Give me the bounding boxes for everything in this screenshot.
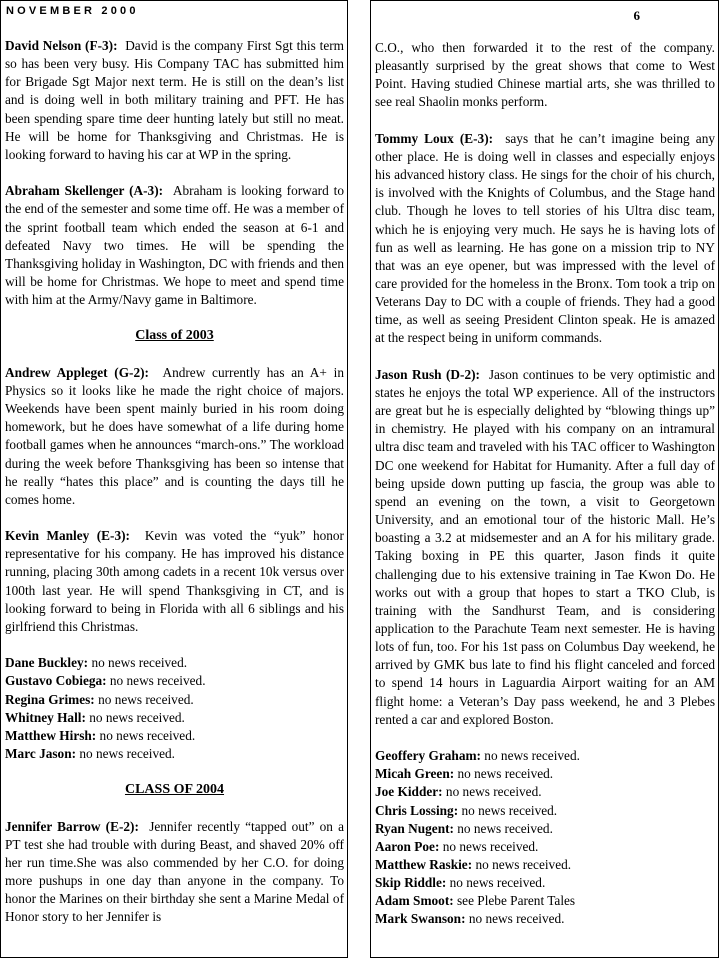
right-column (370, 0, 719, 958)
no-news-list-2004 (375, 747, 715, 929)
cadet-news: no news received. (99, 727, 196, 743)
cadet-name: Geoffery Graham: (375, 748, 481, 764)
cadet-news: David is the company First Sgt this term so has been very busy. His Company TAC has submitted him for Brigade Sgt Major next term. He is still on the dean’s list and is doing well in both military training and PFT. He has been spending spare time deer hunting lately but still no meat. He will be home for Thanksgiving and Christmas. He is looking forward to having his car at WP in the spring. (5, 38, 344, 162)
cadet-news: no news received. (475, 856, 572, 872)
cadet-name: Adam Smoot: (375, 893, 454, 909)
cadet-news: no news received. (457, 820, 553, 836)
cadet-news: says that he can’t imagine being any other place. He is doing well in classes and especially enjoys his advanced history class. He sings for the choir of his church, is involved with the Knights of Columbus, and the Stage hand club. Though he loves to tell stories of his Ultra disc team, which he is enjoying very much. He says he is having lots of fun as well as learning. He has gone on a mission trip to NY that was an eye opener, but was impressed with the level of care provided for the homeless in the Bronx. Tom took a trip on Veterans Day to DC with a couple of friends. They had a good time, as well as seeing President Clinton speak. He is amazed at the respect being in uniform commands. (375, 130, 715, 346)
cadet-name: Ryan Nugent: (375, 820, 454, 836)
list-item (5, 709, 344, 727)
cadet-news: no news received. (109, 673, 206, 689)
cadet-name: Matthew Raskie: (375, 856, 473, 872)
cadet-news: see Plebe Parent Tales (457, 893, 576, 909)
cadet-news: Jason continues to be very optimistic and states he enjoys the total WP experience. All of the instructors are great but he is especially delighted by “blowing things up” in chemistry. He played with his company on an intramural ultra disc team and traveled with his TAC officer to Washington DC one weekend for Habitat for Humanity. After a full day of being upside down putting up fascia, the group was able to spend an evening on the town, a visit to Georgetown University, and an emotional tour of the historic Mall. He’s boasting a 3.2 at midsemester and an A for his military grade. Taking boxing in PE this quarter, Jason finds it quite challenging due to his extensive training in Tae Kwon Do. He works out with a group that hopes to start a TKO Club, is training with the Sandhurst Team, and is considering application to the Parachute Team next semester. He is having lots of fun, too. For his 1st pass on Columbus Day weekend, he arrived by GMK bus late to find his flight canceled and forced to spend 14 hours in Laguardia Airport waiting for an AM flight home: a Veteran’s Day pass weekend, he and 3 Plebes rented a car and explored Boston. (375, 366, 715, 727)
cadet-news: no news received. (457, 766, 554, 782)
news-item-manley (5, 527, 344, 636)
cadet-name: Tommy Loux (E-3): (375, 130, 494, 146)
left-column (0, 0, 348, 958)
cadet-news: Kevin was voted the “yuk” honor representative for his company. He has improved his distance running, placing 30th among cadets in a recent 10k versus over 100th last year. He will spend Thanksgiving in CT, and is looking forward to being in Florida with all 6 siblings and his girlfriend this Christmas. (5, 528, 344, 634)
cadet-news: Abraham is looking forward to the end of the semester and some time off. He was a member of the sprint football team which ended the season at 6-1 and defeated Navy two times. He will be spending the Thanksgiving holiday in Washington, DC with friends and then will be home for Christmas. We hope to meet and spend time with him at the Army/Navy game in Baltimore. (5, 183, 344, 308)
cadet-name: Gustavo Cobiega: (5, 673, 107, 689)
cadet-name: Whitney Hall: (5, 709, 86, 725)
list-item (5, 672, 344, 690)
cadet-news: no news received. (484, 748, 580, 764)
list-item (375, 747, 715, 765)
cadet-name: Marc Jason: (5, 746, 77, 762)
cadet-name: Matthew Hirsh: (5, 727, 97, 743)
cadet-name: Jennifer Barrow (E-2): (5, 818, 139, 834)
list-item (375, 765, 715, 783)
list-item (375, 783, 715, 801)
left-column-text (5, 37, 344, 945)
list-item (375, 910, 715, 928)
right-column-text (375, 39, 715, 947)
list-item (5, 745, 344, 763)
list-item (375, 874, 715, 892)
cadet-news: Andrew currently has an A+ in Physics so it looks like he made the right choice of majors. Weekends have been spent mainly buried in his room doing homework, but he does have somewhat of a life during home football games when he announces “march-ons.” The workload during the week before Thanksgiving has been so intense that he really “hates this place” and is counting the days till he comes home. (5, 364, 344, 507)
list-item (5, 727, 344, 745)
news-item-loux (375, 130, 715, 348)
cadet-name: Regina Grimes: (5, 691, 95, 707)
no-news-list-2003 (5, 654, 344, 763)
cadet-name: Abraham Skellenger (A-3): (5, 183, 164, 199)
list-item (375, 820, 715, 838)
cadet-news: no news received. (461, 802, 558, 818)
cadet-news: no news received. (98, 691, 194, 707)
list-item (375, 802, 715, 820)
cadet-name: Kevin Manley (E-3): (5, 528, 130, 544)
cadet-name: Mark Swanson: (375, 911, 466, 927)
list-item (375, 856, 715, 874)
list-item (5, 691, 344, 709)
list-item (5, 654, 344, 672)
cadet-news: no news received. (442, 838, 539, 854)
section-heading-class-2003: Class of 2003 (135, 328, 214, 344)
cadet-name: Chris Lossing: (375, 802, 459, 818)
cadet-name: Dane Buckley: (5, 655, 89, 671)
cadet-name: David Nelson (F-3): (5, 38, 118, 53)
news-continuation: C.O., who then forwarded it to the rest of the company. pleasantly surprised by the great shows that come to West Point. Having studied Chinese martial arts, she was thrilled to see real Shaolin monks perform. (375, 40, 715, 110)
cadet-name: Andrew Appleget (G-2): (5, 364, 149, 380)
news-item-skellenger (5, 182, 344, 309)
cadet-name: Aaron Poe: (375, 838, 440, 854)
page-number: 6 (633, 8, 640, 23)
cadet-news: no news received. (468, 911, 565, 927)
cadet-name: Jason Rush (D-2): (375, 366, 480, 382)
month-header: NOVEMBER 2000 (6, 5, 139, 17)
cadet-news: Jennifer recently “tapped out” on a PT test she had trouble with during Beast, and shaved 20% off her run time.She was also commended by her C.O. for doing more pushups in one day than anyone in the company. To honor the Marines on their birthday she sent a Marine Medal of Honor story to her Jennifer is (5, 818, 344, 925)
news-item-rush (375, 366, 715, 729)
list-item (375, 838, 715, 856)
news-item-nelson (5, 37, 344, 164)
cadet-name: Joe Kidder: (375, 784, 443, 800)
cadet-news: no news received. (79, 746, 175, 762)
cadet-news: no news received. (449, 875, 546, 891)
cadet-name: Skip Riddle: (375, 875, 447, 891)
section-heading-class-2004: CLASS OF 2004 (124, 782, 225, 798)
cadet-news: no news received. (445, 784, 542, 800)
cadet-name: Micah Green: (375, 766, 455, 782)
news-item-appleget (5, 364, 344, 509)
cadet-news: no news received. (91, 655, 188, 671)
list-item (375, 892, 715, 910)
cadet-news: no news received. (89, 709, 185, 725)
news-item-barrow (5, 818, 344, 927)
